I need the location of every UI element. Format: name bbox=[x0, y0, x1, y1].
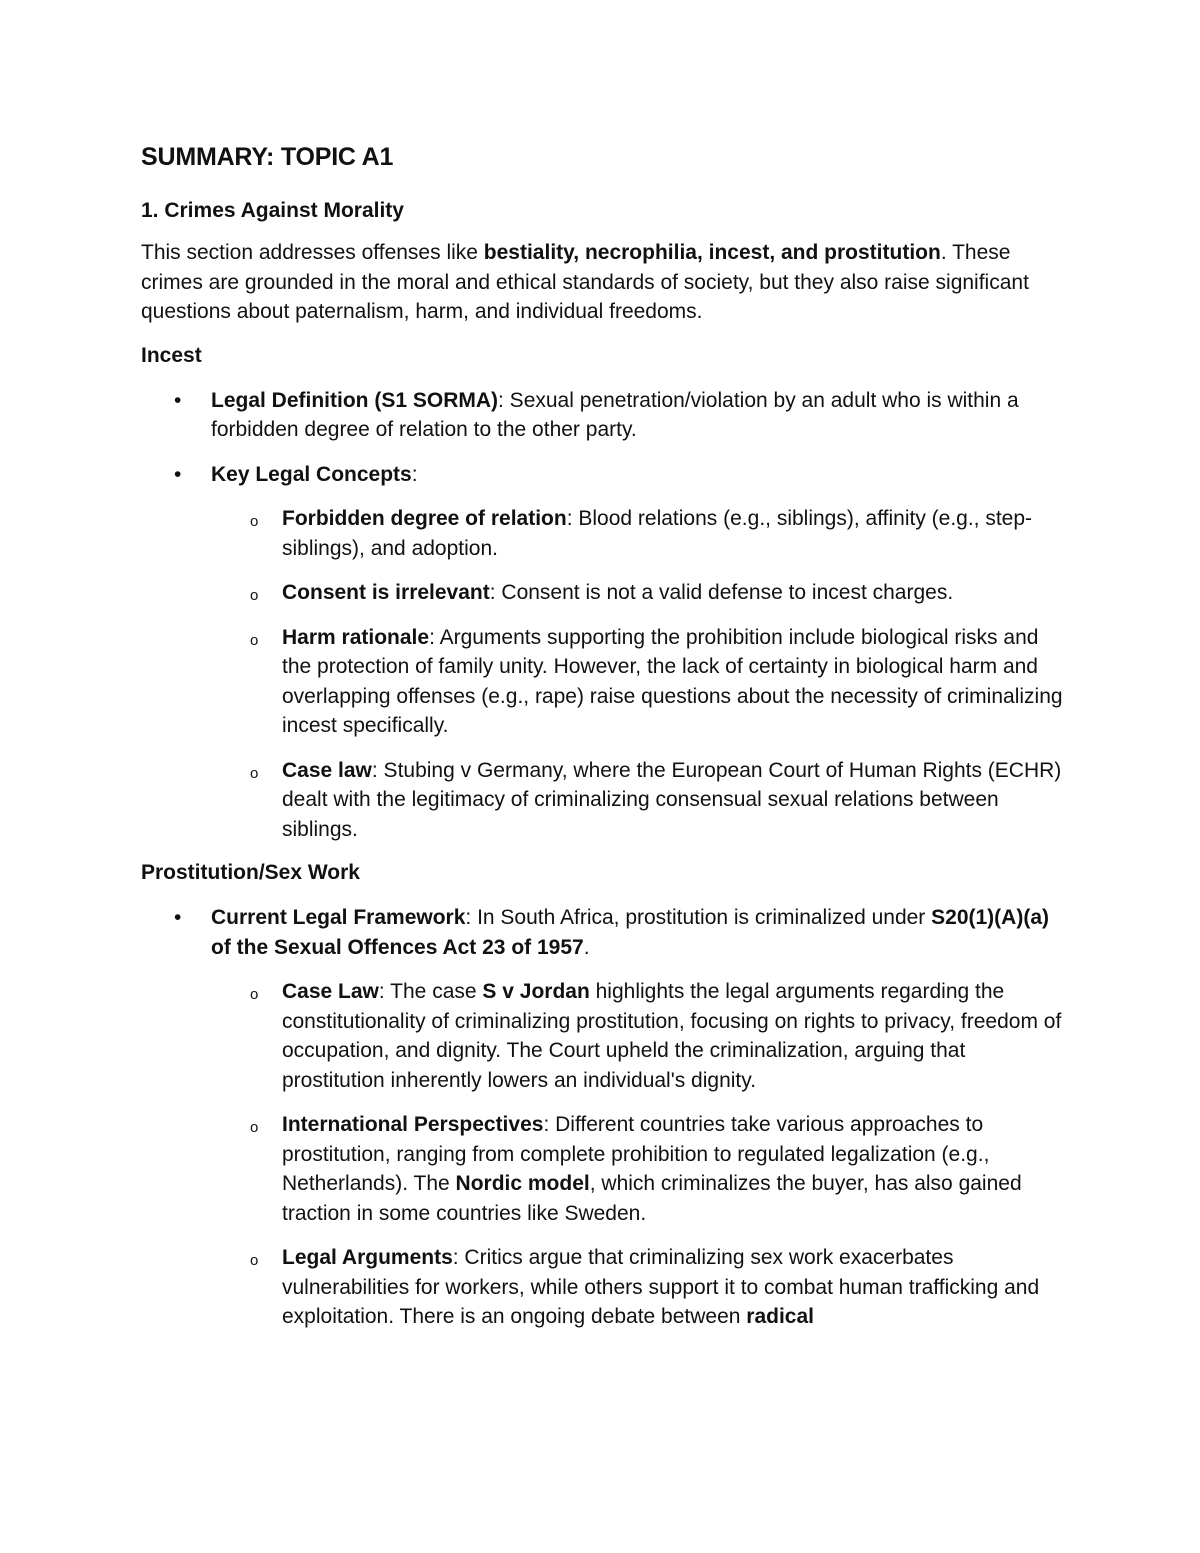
incest-list bbox=[141, 386, 1071, 845]
intro-text-pre: This section addresses offenses like bbox=[141, 241, 484, 264]
item-label: Current Legal Framework bbox=[211, 906, 466, 929]
circle-bullet-icon: o bbox=[250, 1119, 259, 1136]
prostitution-list bbox=[141, 903, 1071, 1332]
prostitution-sublist bbox=[211, 977, 1071, 1332]
circle-bullet-icon: o bbox=[250, 587, 259, 604]
item-bold-model: Nordic model bbox=[455, 1172, 590, 1195]
circle-bullet-icon: o bbox=[250, 631, 259, 649]
item-text: : Arguments supporting the prohibition include biological risks and the protection of family unity. However, the lack of certainty in biological harm and overlapping offenses (e.g., rape) raise questions about the necessity of criminalizing incest specifically. bbox=[282, 625, 1063, 737]
subheading-incest: Incest bbox=[141, 343, 202, 367]
item-text: : bbox=[411, 462, 418, 486]
item-text: : Blood relations (e.g., siblings), affinity (e.g., step-siblings), and adoption. bbox=[282, 507, 1033, 560]
item-bold-radical: radical bbox=[746, 1305, 815, 1328]
circle-bullet-icon: o bbox=[250, 513, 259, 530]
list-item-key-legal-concepts bbox=[141, 460, 1071, 845]
sublist-item bbox=[211, 578, 1071, 608]
item-text: , which criminalizes the buyer, has also gained traction in some countries like Sweden. bbox=[282, 1172, 1022, 1225]
circle-bullet-icon: o bbox=[250, 764, 259, 782]
item-label: Legal Arguments bbox=[282, 1246, 453, 1269]
section-heading-crimes-against-morality: 1. Crimes Against Morality bbox=[141, 199, 404, 222]
subheading-prostitution: Prostitution/Sex Work bbox=[141, 861, 360, 884]
item-label: Case law bbox=[282, 758, 372, 782]
circle-bullet-icon: o bbox=[250, 986, 259, 1003]
bullet-icon: • bbox=[174, 388, 182, 412]
intro-text-post: . These crimes are grounded in the moral and ethical standards of society, but they also raise significant questions about paternalism, harm, and individual freedoms. bbox=[141, 241, 1029, 323]
item-label: Forbidden degree of relation bbox=[282, 507, 567, 530]
sublist-item-legal-arguments bbox=[211, 1243, 1071, 1332]
item-text-end: . bbox=[583, 935, 590, 959]
sublist-item bbox=[211, 623, 1071, 741]
sublist-item-international bbox=[211, 1110, 1071, 1228]
item-text: : In South Africa, prostitution is criminalized under bbox=[465, 906, 932, 929]
item-text: : The case bbox=[378, 980, 483, 1003]
key-concepts-sublist bbox=[211, 504, 1071, 844]
item-text: highlights the legal arguments regarding the constitutionality of criminalizing prostitution, focusing on rights to privacy, freedom of occupation, and dignity. The Court upheld the criminalization, arguing that prostitution inherently lowers an individual's dignity. bbox=[282, 980, 1062, 1092]
intro-paragraph bbox=[141, 238, 1071, 327]
list-item-legal-definition bbox=[141, 386, 1071, 445]
item-label: International Perspectives bbox=[282, 1113, 544, 1136]
item-label: Legal Definition (S1 SORMA) bbox=[211, 388, 499, 412]
item-label: Harm rationale bbox=[282, 625, 430, 649]
item-text: : Sexual penetration/violation by an adult who is within a forbidden degree of relation to the other party. bbox=[211, 388, 1019, 441]
item-text: : Stubing v Germany, where the European Court of Human Rights (ECHR) dealt with the legitimacy of criminalizing consensual sexual relations between siblings. bbox=[282, 758, 1062, 841]
document-content bbox=[141, 140, 1071, 1332]
item-label: Case Law bbox=[282, 980, 379, 1003]
item-bold-citation: S20(1)(A)(a) of the Sexual Offences Act 23 of 1957 bbox=[211, 906, 1049, 959]
sublist-item bbox=[211, 756, 1071, 845]
item-text: : Critics argue that criminalizing sex work exacerbates vulnerabilities for workers, while others support it to combat human trafficking and exploitation. There is an ongoing debate between bbox=[282, 1246, 1040, 1328]
sublist-item bbox=[211, 504, 1071, 563]
bullet-icon: • bbox=[174, 906, 182, 929]
item-bold-case: S v Jordan bbox=[482, 980, 590, 1003]
item-label: Consent is irrelevant bbox=[282, 581, 490, 604]
item-label: Key Legal Concepts bbox=[211, 462, 412, 486]
page-title: SUMMARY: TOPIC A1 bbox=[141, 143, 394, 171]
item-text: : Consent is not a valid defense to incest charges. bbox=[489, 581, 954, 604]
list-item-current-legal-framework bbox=[141, 903, 1071, 1332]
item-text: : Different countries take various approaches to prostitution, ranging from complete prohibition to regulated legalization (e.g., Netherlands). The bbox=[282, 1113, 990, 1195]
circle-bullet-icon: o bbox=[250, 1252, 259, 1269]
intro-text-bold: bestiality, necrophilia, incest, and prostitution bbox=[483, 241, 941, 264]
sublist-item-case-law bbox=[211, 977, 1071, 1095]
bullet-icon: • bbox=[174, 462, 182, 486]
